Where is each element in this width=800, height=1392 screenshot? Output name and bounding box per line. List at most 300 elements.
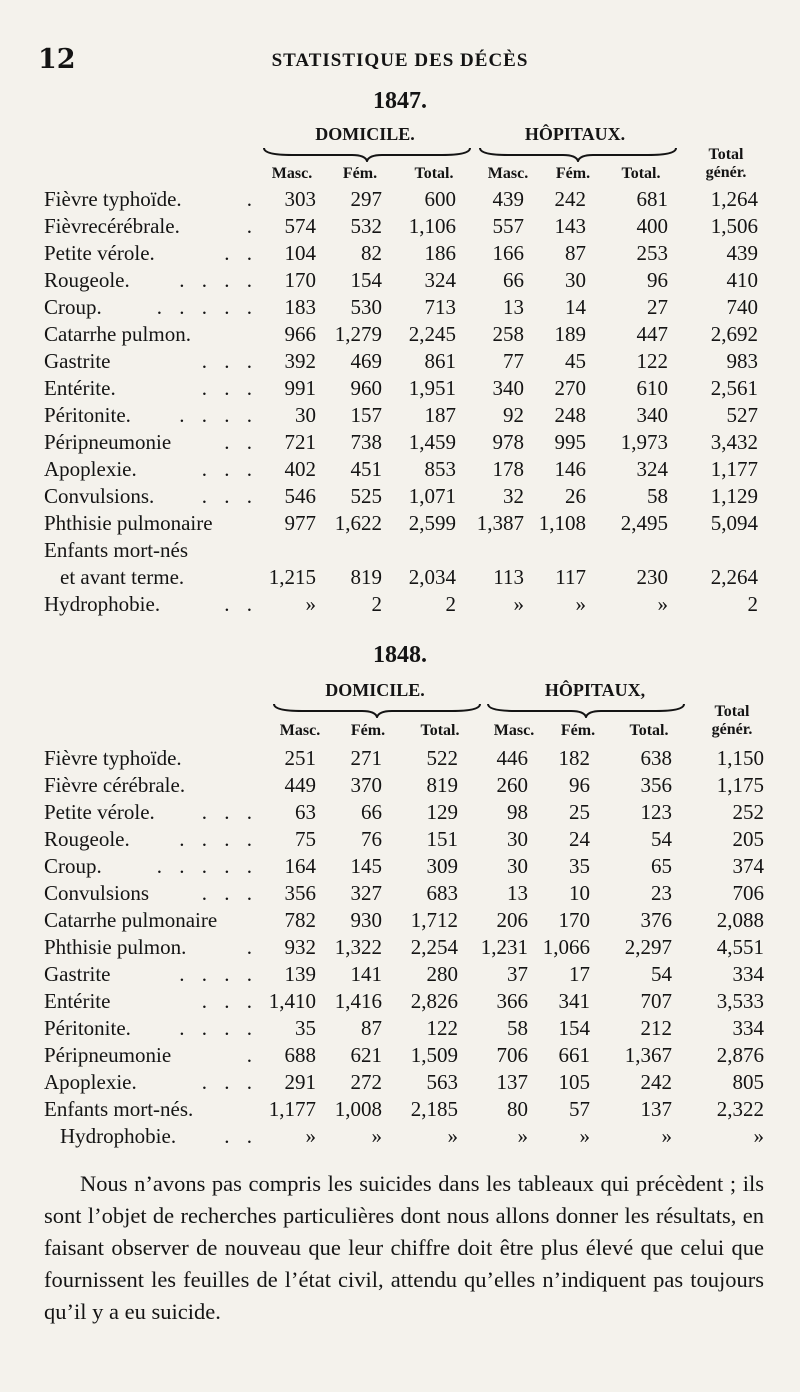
cell-total-general: 374 xyxy=(732,854,764,878)
cell-total-general: 1,264 xyxy=(710,187,758,211)
table-row xyxy=(0,430,800,457)
table-row xyxy=(0,484,800,511)
cell-fem-domicile: 327 xyxy=(350,881,382,905)
cell-total-hopitaux: 242 xyxy=(640,1070,672,1094)
table-row xyxy=(0,214,800,241)
row-label: Petite vérole. xyxy=(44,241,155,265)
cell-total-general: 527 xyxy=(726,403,758,427)
cell-total-hopitaux: 1,367 xyxy=(624,1043,672,1067)
cell-fem-domicile: 1,416 xyxy=(334,989,382,1013)
cell-total-general: 334 xyxy=(732,1016,764,1040)
row-label: Péripneumonie xyxy=(44,430,172,454)
cell-fem-domicile: 738 xyxy=(350,430,382,454)
cell-masc-hopitaux: 137 xyxy=(496,1070,528,1094)
row-label: Péritonite. xyxy=(44,403,131,427)
cell-masc-domicile: 991 xyxy=(284,376,316,400)
col-total-hopitaux: Total. xyxy=(621,165,661,182)
cell-total-domicile: 819 xyxy=(426,773,458,797)
cell-total-general: 4,551 xyxy=(716,935,764,959)
table-row xyxy=(0,746,800,773)
cell-fem-domicile: 157 xyxy=(350,403,382,427)
cell-masc-hopitaux: 439 xyxy=(492,187,524,211)
cell-total-domicile: 861 xyxy=(424,349,456,373)
table-row xyxy=(0,773,800,800)
cell-masc-domicile: 721 xyxy=(284,430,316,454)
row-label: Fièvre cérébrale. xyxy=(44,773,186,797)
row-label: Rougeole. xyxy=(44,827,130,851)
cell-total-general: 252 xyxy=(732,800,764,824)
col-masc-hopitaux: Masc. xyxy=(493,722,535,739)
cell-fem-hopitaux: 105 xyxy=(558,1070,590,1094)
table-row xyxy=(0,962,800,989)
table-row xyxy=(0,457,800,484)
col-fem-hopitaux: Fém. xyxy=(560,722,596,739)
row-label: Fièvre typhoïde. xyxy=(44,187,182,211)
cell-total-hopitaux: 2,495 xyxy=(620,511,668,535)
cell-fem-hopitaux: 30 xyxy=(565,268,586,292)
leader-dots: . . . xyxy=(201,800,258,824)
cell-fem-domicile: 154 xyxy=(350,268,382,292)
cell-total-general: 3,533 xyxy=(716,989,764,1013)
cell-total-domicile: 713 xyxy=(424,295,456,319)
cell-masc-domicile: 303 xyxy=(284,187,316,211)
cell-total-domicile: 853 xyxy=(424,457,456,481)
cell-masc-domicile: 546 xyxy=(284,484,316,508)
table-row xyxy=(0,241,800,268)
cell-fem-domicile: 1,279 xyxy=(334,322,382,346)
table-rows-1847 xyxy=(0,187,800,619)
col-total-domicile: Total. xyxy=(414,165,454,182)
group-domicile: DOMICILE. xyxy=(315,124,415,144)
cell-fem-hopitaux: 14 xyxy=(565,295,586,319)
table-row xyxy=(0,935,800,962)
cell-total-domicile: 2,245 xyxy=(408,322,456,346)
brace-domicile xyxy=(272,700,482,718)
cell-masc-hopitaux: » xyxy=(513,592,524,616)
cell-fem-domicile: 370 xyxy=(350,773,382,797)
cell-total-general: 410 xyxy=(726,268,758,292)
cell-masc-domicile: 402 xyxy=(284,457,316,481)
row-label: Catarrhe pulmonaire xyxy=(44,908,218,932)
cell-masc-hopitaux: 978 xyxy=(492,430,524,454)
cell-total-hopitaux: 356 xyxy=(640,773,672,797)
leader-dots: . xyxy=(246,187,258,211)
cell-fem-hopitaux: 96 xyxy=(569,773,590,797)
cell-total-domicile: 1,071 xyxy=(408,484,456,508)
group-hopitaux: HÔPITAUX, xyxy=(544,680,646,700)
col-masc-domicile: Masc. xyxy=(279,722,321,739)
cell-total-hopitaux: 96 xyxy=(647,268,668,292)
cell-total-general: 1,150 xyxy=(716,746,764,770)
cell-fem-hopitaux: 270 xyxy=(554,376,586,400)
cell-total-domicile: 563 xyxy=(426,1070,458,1094)
cell-fem-hopitaux: 10 xyxy=(569,881,590,905)
row-label: Catarrhe pulmon. xyxy=(44,322,191,346)
cell-total-general: 3,432 xyxy=(710,430,758,454)
col-total-general: Total génér. xyxy=(705,146,747,181)
leader-dots: . . . xyxy=(201,349,258,373)
col-masc-domicile: Masc. xyxy=(271,165,313,182)
row-label: Enfants mort-nés. xyxy=(44,1097,194,1121)
cell-masc-domicile: 932 xyxy=(284,935,316,959)
row-label: Entérite. xyxy=(44,376,116,400)
col-masc-hopitaux: Masc. xyxy=(487,165,529,182)
brace-hopitaux xyxy=(478,144,678,162)
cell-total-domicile: 1,106 xyxy=(408,214,456,238)
cell-total-general: 439 xyxy=(726,241,758,265)
page-header xyxy=(0,40,800,80)
page-number: 12 xyxy=(38,44,76,75)
cell-masc-domicile: 966 xyxy=(284,322,316,346)
table-row xyxy=(0,322,800,349)
cell-total-domicile: 600 xyxy=(424,187,456,211)
table-row xyxy=(0,800,800,827)
brace-hopitaux xyxy=(486,700,686,718)
cell-fem-domicile: 930 xyxy=(350,908,382,932)
col-fem-hopitaux: Fém. xyxy=(555,165,591,182)
cell-fem-domicile: 451 xyxy=(350,457,382,481)
cell-masc-domicile: 164 xyxy=(284,854,316,878)
cell-fem-hopitaux: 17 xyxy=(569,962,590,986)
cell-fem-hopitaux: 45 xyxy=(565,349,586,373)
cell-total-hopitaux: 212 xyxy=(640,1016,672,1040)
cell-fem-hopitaux: 26 xyxy=(565,484,586,508)
cell-masc-domicile: » xyxy=(305,1124,316,1148)
cell-total-domicile: 2,034 xyxy=(408,565,456,589)
cell-fem-hopitaux: 189 xyxy=(554,322,586,346)
row-label: Rougeole. xyxy=(44,268,130,292)
cell-total-domicile: 2 xyxy=(445,592,456,616)
table-row xyxy=(0,349,800,376)
leader-dots: . . . . . xyxy=(156,295,258,319)
cell-fem-hopitaux: 154 xyxy=(558,1016,590,1040)
cell-total-general: 1,177 xyxy=(710,457,758,481)
cell-total-domicile: 2,599 xyxy=(408,511,456,535)
leader-dots: . . xyxy=(224,1124,258,1148)
cell-fem-hopitaux: 24 xyxy=(569,827,590,851)
table-row xyxy=(0,376,800,403)
cell-total-hopitaux: 610 xyxy=(636,376,668,400)
cell-masc-hopitaux: 30 xyxy=(507,827,528,851)
cell-total-hopitaux: 65 xyxy=(651,854,672,878)
table-row xyxy=(0,881,800,908)
cell-total-hopitaux: 54 xyxy=(651,962,672,986)
cell-fem-hopitaux: 1,108 xyxy=(538,511,586,535)
cell-masc-hopitaux: 80 xyxy=(507,1097,528,1121)
cell-masc-hopitaux: 178 xyxy=(492,457,524,481)
table-row xyxy=(0,565,800,592)
cell-masc-hopitaux: 32 xyxy=(503,484,524,508)
cell-fem-domicile: » xyxy=(371,1124,382,1148)
cell-fem-domicile: 1,008 xyxy=(334,1097,382,1121)
cell-fem-hopitaux: 341 xyxy=(558,989,590,1013)
cell-total-general: 2 xyxy=(747,592,758,616)
cell-total-general: 805 xyxy=(732,1070,764,1094)
table-row xyxy=(0,989,800,1016)
row-label: Phthisie pulmonaire xyxy=(44,511,213,535)
cell-total-hopitaux: 376 xyxy=(640,908,672,932)
table-row xyxy=(0,1016,800,1043)
cell-fem-hopitaux: 1,066 xyxy=(542,935,590,959)
table-row xyxy=(0,511,800,538)
cell-total-domicile: 683 xyxy=(426,881,458,905)
cell-total-hopitaux: 122 xyxy=(636,349,668,373)
cell-fem-domicile: 621 xyxy=(350,1043,382,1067)
cell-total-general: » xyxy=(753,1124,764,1148)
cell-total-hopitaux: 447 xyxy=(636,322,668,346)
row-label: Croup. xyxy=(44,854,102,878)
row-label: Péritonite. xyxy=(44,1016,131,1040)
cell-fem-hopitaux: 87 xyxy=(565,241,586,265)
table-rows-1848 xyxy=(0,746,800,1151)
cell-masc-hopitaux: 258 xyxy=(492,322,524,346)
cell-masc-domicile: 392 xyxy=(284,349,316,373)
cell-total-domicile: 324 xyxy=(424,268,456,292)
cell-total-hopitaux: 123 xyxy=(640,800,672,824)
cell-masc-domicile: 35 xyxy=(295,1016,316,1040)
cell-total-hopitaux: 1,973 xyxy=(620,430,668,454)
cell-total-domicile: 122 xyxy=(426,1016,458,1040)
cell-fem-hopitaux: 182 xyxy=(558,746,590,770)
table-row xyxy=(0,1124,800,1151)
cell-total-general: 2,088 xyxy=(716,908,764,932)
cell-fem-domicile: 66 xyxy=(361,800,382,824)
cell-fem-domicile: 271 xyxy=(350,746,382,770)
col-total-domicile: Total. xyxy=(420,722,460,739)
cell-masc-domicile: 1,410 xyxy=(268,989,316,1013)
col-total-hopitaux: Total. xyxy=(629,722,669,739)
row-label: Croup. xyxy=(44,295,102,319)
cell-masc-hopitaux: 77 xyxy=(503,349,524,373)
cell-fem-domicile: 141 xyxy=(350,962,382,986)
cell-total-domicile: 1,951 xyxy=(408,376,456,400)
cell-total-general: 2,264 xyxy=(710,565,758,589)
cell-masc-domicile: 1,215 xyxy=(268,565,316,589)
cell-total-general: 2,561 xyxy=(710,376,758,400)
cell-fem-domicile: 1,322 xyxy=(334,935,382,959)
table-year: 1847. xyxy=(373,88,427,114)
cell-fem-hopitaux: 35 xyxy=(569,854,590,878)
cell-masc-domicile: 291 xyxy=(284,1070,316,1094)
table-row xyxy=(0,403,800,430)
table-row xyxy=(0,1043,800,1070)
leader-dots: . . xyxy=(224,592,258,616)
cell-masc-hopitaux: 66 xyxy=(503,268,524,292)
cell-fem-domicile: 145 xyxy=(350,854,382,878)
cell-total-domicile: 2,826 xyxy=(410,989,458,1013)
table-row xyxy=(0,538,800,565)
cell-masc-hopitaux: 13 xyxy=(503,295,524,319)
cell-total-hopitaux: 27 xyxy=(647,295,668,319)
table-year: 1848. xyxy=(373,642,427,668)
cell-masc-hopitaux: 446 xyxy=(496,746,528,770)
cell-total-hopitaux: 23 xyxy=(651,881,672,905)
table-row xyxy=(0,1070,800,1097)
col-fem-domicile: Fém. xyxy=(350,722,386,739)
cell-masc-hopitaux: 366 xyxy=(496,989,528,1013)
cell-fem-hopitaux: 57 xyxy=(569,1097,590,1121)
cell-masc-hopitaux: » xyxy=(517,1124,528,1148)
cell-masc-domicile: 139 xyxy=(284,962,316,986)
cell-masc-domicile: 183 xyxy=(284,295,316,319)
leader-dots: . xyxy=(246,1043,258,1067)
cell-masc-domicile: 977 xyxy=(284,511,316,535)
table-row xyxy=(0,1097,800,1124)
cell-fem-hopitaux: 117 xyxy=(555,565,586,589)
cell-masc-domicile: 104 xyxy=(284,241,316,265)
cell-total-domicile: 280 xyxy=(426,962,458,986)
row-label: Apoplexie. xyxy=(44,457,137,481)
cell-masc-domicile: 688 xyxy=(284,1043,316,1067)
row-label: Hydrophobie. xyxy=(44,592,161,616)
cell-total-domicile: 187 xyxy=(424,403,456,427)
cell-total-hopitaux: » xyxy=(657,592,668,616)
cell-masc-hopitaux: 30 xyxy=(507,854,528,878)
cell-masc-hopitaux: 13 xyxy=(507,881,528,905)
cell-total-general: 2,322 xyxy=(716,1097,764,1121)
cell-fem-hopitaux: 25 xyxy=(569,800,590,824)
cell-fem-domicile: 82 xyxy=(361,241,382,265)
col-fem-domicile: Fém. xyxy=(342,165,378,182)
cell-total-hopitaux: 54 xyxy=(651,827,672,851)
leader-dots: . xyxy=(246,935,258,959)
cell-fem-domicile: 960 xyxy=(350,376,382,400)
cell-total-general: 2,876 xyxy=(716,1043,764,1067)
cell-total-hopitaux: » xyxy=(661,1124,672,1148)
cell-total-hopitaux: 253 xyxy=(636,241,668,265)
cell-masc-hopitaux: 1,231 xyxy=(480,935,528,959)
leader-dots: . . . xyxy=(201,1070,258,1094)
leader-dots: . . . xyxy=(201,881,258,905)
row-label: Péripneumonie xyxy=(44,1043,172,1067)
table-row xyxy=(0,268,800,295)
row-label: et avant terme. xyxy=(60,565,185,589)
cell-fem-domicile: 532 xyxy=(350,214,382,238)
cell-masc-hopitaux: 37 xyxy=(507,962,528,986)
cell-fem-domicile: 76 xyxy=(361,827,382,851)
row-label: Petite vérole. xyxy=(44,800,155,824)
cell-total-general: 2,692 xyxy=(710,322,758,346)
leader-dots: . . . . xyxy=(179,268,258,292)
cell-fem-hopitaux: 995 xyxy=(554,430,586,454)
col-total-general: Total génér. xyxy=(711,703,753,738)
cell-total-hopitaux: 638 xyxy=(640,746,672,770)
table-row xyxy=(0,295,800,322)
cell-total-domicile: 2,254 xyxy=(410,935,458,959)
leader-dots: . . . xyxy=(201,457,258,481)
cell-total-domicile: 1,459 xyxy=(408,430,456,454)
leader-dots: . . . . xyxy=(179,827,258,851)
cell-total-hopitaux: 707 xyxy=(640,989,672,1013)
cell-fem-domicile: 1,622 xyxy=(334,511,382,535)
cell-total-hopitaux: 58 xyxy=(647,484,668,508)
row-label: Fièvrecérébrale. xyxy=(44,214,180,238)
cell-masc-hopitaux: 206 xyxy=(496,908,528,932)
cell-fem-domicile: 530 xyxy=(350,295,382,319)
cell-fem-hopitaux: 242 xyxy=(554,187,586,211)
leader-dots: . . . xyxy=(201,989,258,1013)
cell-masc-hopitaux: 706 xyxy=(496,1043,528,1067)
cell-total-hopitaux: 2,297 xyxy=(624,935,672,959)
cell-masc-hopitaux: 260 xyxy=(496,773,528,797)
cell-fem-domicile: 469 xyxy=(350,349,382,373)
cell-fem-hopitaux: 248 xyxy=(554,403,586,427)
row-label: Phthisie pulmon. xyxy=(44,935,187,959)
cell-total-domicile: 129 xyxy=(426,800,458,824)
cell-fem-hopitaux: 146 xyxy=(554,457,586,481)
cell-total-hopitaux: 400 xyxy=(636,214,668,238)
row-label: Gastrite xyxy=(44,962,111,986)
row-label: Convulsions. xyxy=(44,484,155,508)
leader-dots: . . . xyxy=(201,484,258,508)
cell-fem-hopitaux: » xyxy=(575,592,586,616)
leader-dots: . . . xyxy=(201,376,258,400)
leader-dots: . . . . xyxy=(179,962,258,986)
leader-dots: . xyxy=(246,214,258,238)
cell-masc-domicile: 30 xyxy=(295,403,316,427)
cell-total-domicile: 2,185 xyxy=(410,1097,458,1121)
row-label: Enfants mort-nés xyxy=(44,538,189,562)
cell-fem-domicile: 87 xyxy=(361,1016,382,1040)
cell-total-general: 1,129 xyxy=(710,484,758,508)
cell-masc-domicile: 356 xyxy=(284,881,316,905)
table-row xyxy=(0,908,800,935)
cell-total-domicile: 522 xyxy=(426,746,458,770)
cell-total-general: 1,506 xyxy=(710,214,758,238)
cell-masc-hopitaux: 113 xyxy=(493,565,524,589)
cell-total-domicile: 151 xyxy=(426,827,458,851)
cell-total-domicile: 1,712 xyxy=(410,908,458,932)
cell-masc-domicile: 63 xyxy=(295,800,316,824)
cell-masc-hopitaux: 58 xyxy=(507,1016,528,1040)
group-hopitaux: HÔPITAUX. xyxy=(524,124,626,144)
cell-total-domicile: 186 xyxy=(424,241,456,265)
cell-masc-domicile: » xyxy=(305,592,316,616)
cell-masc-domicile: 449 xyxy=(284,773,316,797)
table-row xyxy=(0,827,800,854)
row-label: Gastrite xyxy=(44,349,111,373)
cell-fem-hopitaux: 170 xyxy=(558,908,590,932)
cell-total-general: 740 xyxy=(726,295,758,319)
row-label: Apoplexie. xyxy=(44,1070,137,1094)
table-row xyxy=(0,592,800,619)
cell-masc-domicile: 251 xyxy=(284,746,316,770)
cell-total-general: 334 xyxy=(732,962,764,986)
running-title: STATISTIQUE DES DÉCÈS xyxy=(271,50,529,71)
cell-fem-domicile: 819 xyxy=(350,565,382,589)
cell-masc-domicile: 170 xyxy=(284,268,316,292)
row-label: Convulsions xyxy=(44,881,150,905)
table-row xyxy=(0,187,800,214)
leader-dots: . . xyxy=(224,430,258,454)
cell-masc-domicile: 574 xyxy=(284,214,316,238)
cell-masc-hopitaux: 557 xyxy=(492,214,524,238)
cell-masc-hopitaux: 92 xyxy=(503,403,524,427)
cell-total-general: 1,175 xyxy=(716,773,764,797)
cell-masc-hopitaux: 166 xyxy=(492,241,524,265)
row-label: Fièvre typhoïde. xyxy=(44,746,182,770)
cell-total-domicile: 309 xyxy=(426,854,458,878)
cell-total-hopitaux: 340 xyxy=(636,403,668,427)
leader-dots: . . . . xyxy=(179,403,258,427)
cell-total-general: 983 xyxy=(726,349,758,373)
cell-total-domicile: 1,509 xyxy=(410,1043,458,1067)
cell-total-hopitaux: 324 xyxy=(636,457,668,481)
body-paragraph: Nous n’avons pas compris les suicides dans les tableaux qui précèdent ; ils sont l’objet de recherches particulières dont nous allons donner les résultats, en faisant observer de nouveau que leur chiffre doit être plus élevé que celui que fournissent les feuilles de l’état civil, attendu qu’elles n’indiquent pas toujours qu’il y a eu suicide. xyxy=(44,1171,764,1324)
cell-total-general: 205 xyxy=(732,827,764,851)
row-label: Entérite xyxy=(44,989,111,1013)
cell-masc-domicile: 75 xyxy=(295,827,316,851)
